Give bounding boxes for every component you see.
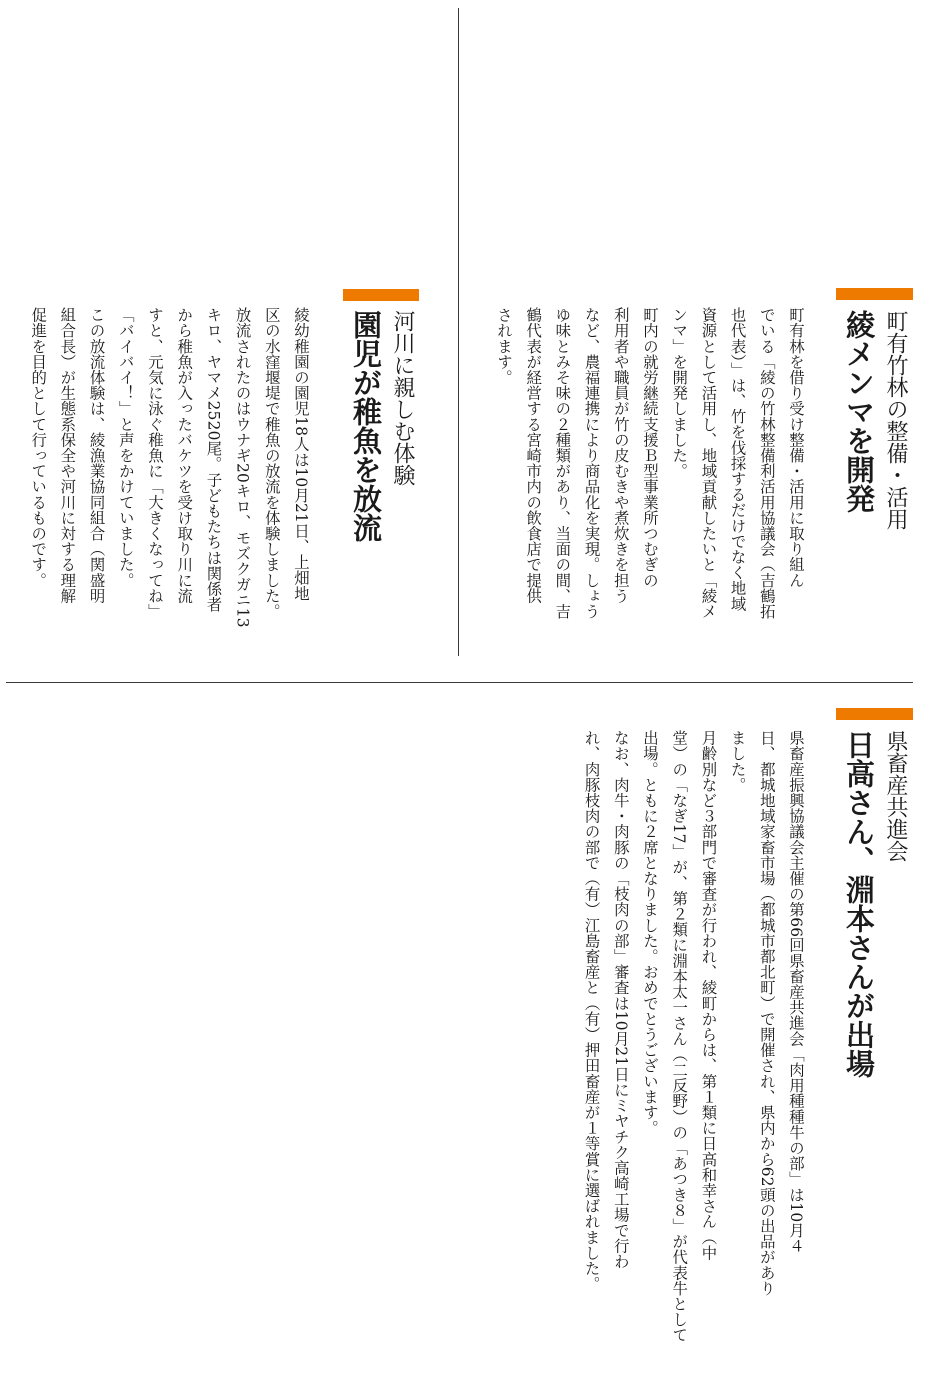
- body-line: でいる「綾の竹林整備利活用協議会（吉鶴拓: [757, 307, 776, 619]
- body-line: 堂）の「なぎ17」が、第２類に淵本太一さん（二反野）の「あつき８」が代表牛として: [670, 730, 689, 1343]
- article-headline: 園児が稚魚を放流: [349, 310, 383, 542]
- article-headline: 日高さん、淵本さんが出場: [842, 730, 876, 1078]
- body-line: 鶴代表が経営する宮崎市内の飲食店で提供: [524, 307, 543, 604]
- article-body: [489, 307, 810, 619]
- accent-bar: [343, 289, 419, 301]
- body-line: 利用者や職員が竹の皮むきや煮炊きを担う: [611, 307, 630, 604]
- body-line: すと、元気に泳ぐ稚魚に「大きくなってね」: [145, 307, 164, 619]
- accent-bar: [836, 708, 913, 720]
- body-line: 綾幼稚園の園児18人は10月21日、上畑地: [292, 307, 310, 601]
- article-kicker: 県畜産共進会: [883, 730, 908, 862]
- body-line: 資源として活用し、地域貢献したいと「綾メ: [699, 307, 718, 619]
- article-kicker: 町有竹林の整備・活用: [883, 310, 908, 530]
- body-line: 県畜産振興協議会主催の第66回県畜産共進会「肉用種種牛の部」は10月４: [787, 730, 805, 1254]
- article-kicker: 河川に親しむ体験: [390, 310, 415, 486]
- body-line: 日、都城地域家畜市場（都城市都北町）で開催され、県内から62頭の出品があり: [757, 730, 776, 1296]
- body-line: なお、肉牛・肉豚の「枝肉の部」審査は10月21日にミヤチク高崎工場で行わ: [611, 730, 630, 1270]
- body-line: ました。: [728, 730, 747, 793]
- body-line: 月齢別など３部門で審査が行われ、綾町からは、第１類に日高和幸さん（中: [699, 730, 718, 1261]
- article-body: [576, 730, 810, 1343]
- body-line: など、農福連携により商品化を実現。しょう: [582, 307, 601, 619]
- body-line: 町内の就労継続支援Ｂ型事業所つむぎの: [640, 307, 659, 588]
- horizontal-divider: [6, 682, 913, 683]
- article-headline: 綾メンマを開発: [842, 310, 876, 513]
- body-line: この放流体験は、綾漁業協同組合（関盛明: [87, 307, 106, 604]
- body-line: ゆ味とみそ味の２種類があり、当面の間、吉: [553, 307, 572, 619]
- body-line: 促進を目的として行っているものです。: [29, 307, 48, 588]
- vertical-divider: [458, 8, 459, 656]
- accent-bar: [836, 288, 913, 300]
- body-line: キロ、ヤマメ2520尾。子どもたちは関係者: [204, 307, 223, 613]
- body-line: 区の水窪堰堤で稚魚の放流を体験しました。: [262, 307, 281, 619]
- body-line: 組合長）が生態系保全や河川に対する理解: [58, 307, 77, 604]
- body-line: 町有林を借り受け整備・活用に取り組ん: [787, 307, 805, 588]
- body-line: 出場。ともに２席となりました。おめでとうございます。: [640, 730, 659, 1136]
- body-line: から稚魚が入ったバケツを受け取り川に流: [175, 307, 194, 604]
- body-line: 放流されたのはウナギ20キロ、モズクガニ13: [233, 307, 252, 628]
- body-line: れ、肉豚枝肉の部で（有）江島畜産と（有）押田畜産が１等賞に選ばれました。: [582, 730, 601, 1292]
- body-line: されます。: [494, 307, 513, 385]
- body-line: 「バイバイ！」と声をかけていました。: [116, 307, 135, 588]
- article-body: [23, 307, 315, 628]
- body-line: ンマ」を開発しました。: [670, 307, 689, 479]
- body-line: 也代表）」は、竹を伐採するだけでなく地域: [728, 307, 747, 612]
